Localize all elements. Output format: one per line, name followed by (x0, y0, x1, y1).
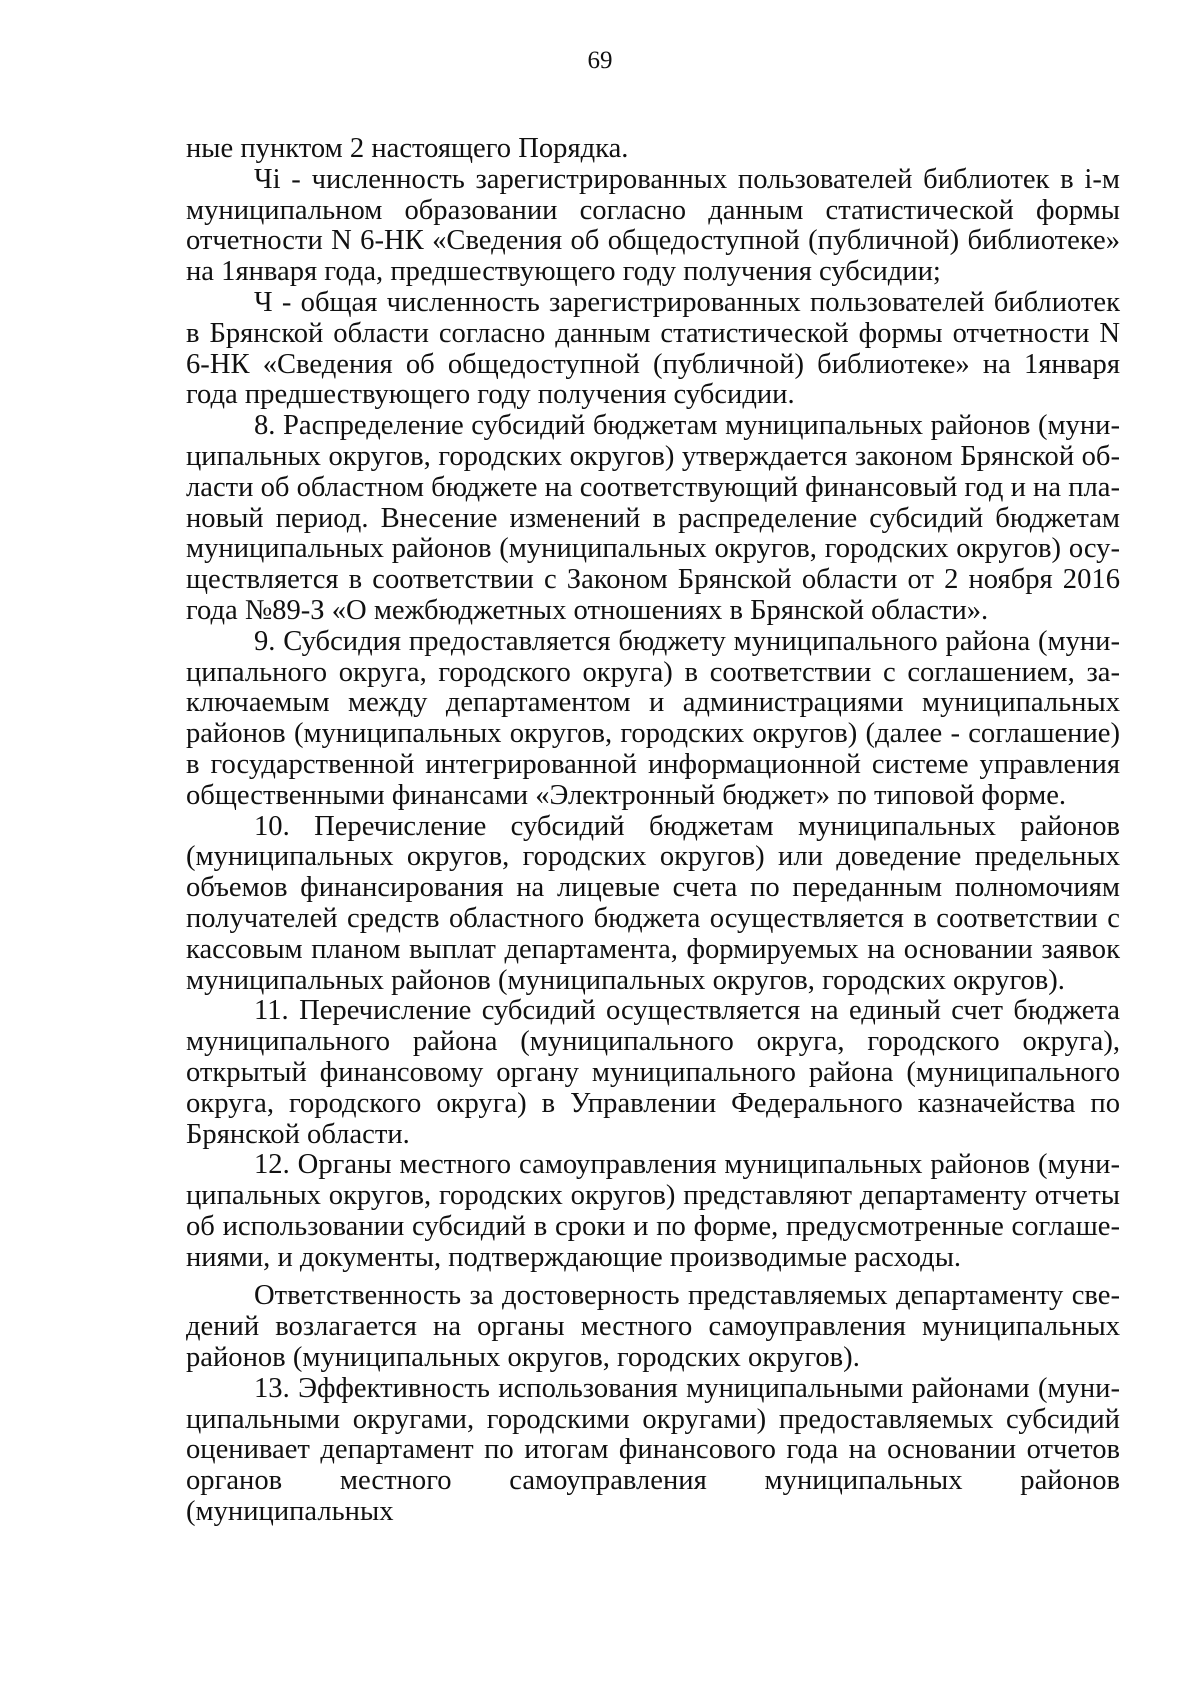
document-body (186, 134, 1120, 1528)
paragraph-item-9: 9. Субсидия предоставляется бюджету муниципального района (муниципального округа, городского округа) в соответствии с соглашением, заключаемым между департаментом и администрациями муниципальных районов (муниципальных округов, городских округов) (далее - соглашение) в государственной интегрированной информационной системе управления общественными финансами «Электронный бюджет» по типовой форме. (186, 625, 1120, 811)
paragraph-definition-ch: Ч - общая численность зарегистрированных пользователей библиотек в Брянской области согласно данным статистической формы отчетности N 6-НК «Сведения об общедоступной (публичной) библиотеке» на 1января года предшествующего году получения субсидии. (186, 286, 1120, 411)
paragraph-continuation: ные пунктом 2 настоящего Порядка. (186, 133, 629, 164)
paragraph-item-12: 12. Органы местного самоуправления муниципальных районов (муниципальных округов, городских округов) представляют департаменту отчеты об использовании субсидий в сроки и по форме, предусмотренные соглашениями, и документы, подтверждающие производимые расходы. (186, 1149, 1120, 1273)
paragraph-definition-chi: Чi - численность зарегистрированных пользователей библиотек в i-м муниципальном образовании согласно данным статистической формы отчетности N 6-НК «Сведения об общедоступной (публичной) библиотеке» на 1января года, предшествующего году получения субсидии; (186, 163, 1120, 288)
paragraph-item-11: 11. Перечисление субсидий осуществляется на единый счет бюджета муниципального района (муниципального округа, городского округа), открытый финансовому органу муниципального района (муниципального округа, городского округа) в Управлении Федерального казначейства по Брянской области. (186, 995, 1120, 1150)
page-number: 69 (587, 47, 613, 74)
paragraph-responsibility: Ответственность за достоверность представляемых департаменту сведений возлагается на органы местного самоуправления муниципальных районов (муниципальных округов, городских округов). (186, 1280, 1120, 1374)
paragraph-item-10: 10. Перечисление субсидий бюджетам муниципальных районов (муниципальных округов, городских округов) или доведение предельных объемов финансирования на лицевые счета по переданным полномочиям получателей средств областного бюджета осуществляется в соответствии с кассовым планом выплат департамента, формируемых на основании заявок муниципальных районов (муниципальных округов, городских округов). (186, 810, 1120, 996)
paragraph-item-13: 13. Эффективность использования муниципальными районами (муниципальными округами, городскими округами) предоставляемых субсидий оценивает департамент по итогам финансового года на основании отчетов органов местного самоуправления муниципальных районов (муниципальных (186, 1372, 1120, 1528)
paragraph-item-8: 8. Распределение субсидий бюджетам муниципальных районов (муниципальных округов, городских округов) утверждается законом Брянской области об областном бюджете на соответствующий финансовый год и на плановый период. Внесение изменений в распределение субсидий бюджетам муниципальных районов (муниципальных округов, городских округов) осуществляется в соответствии с Законом Брянской области от 2 ноября 2016 года №89-З «О межбюджетных отношениях в Брянской области». (186, 410, 1120, 626)
